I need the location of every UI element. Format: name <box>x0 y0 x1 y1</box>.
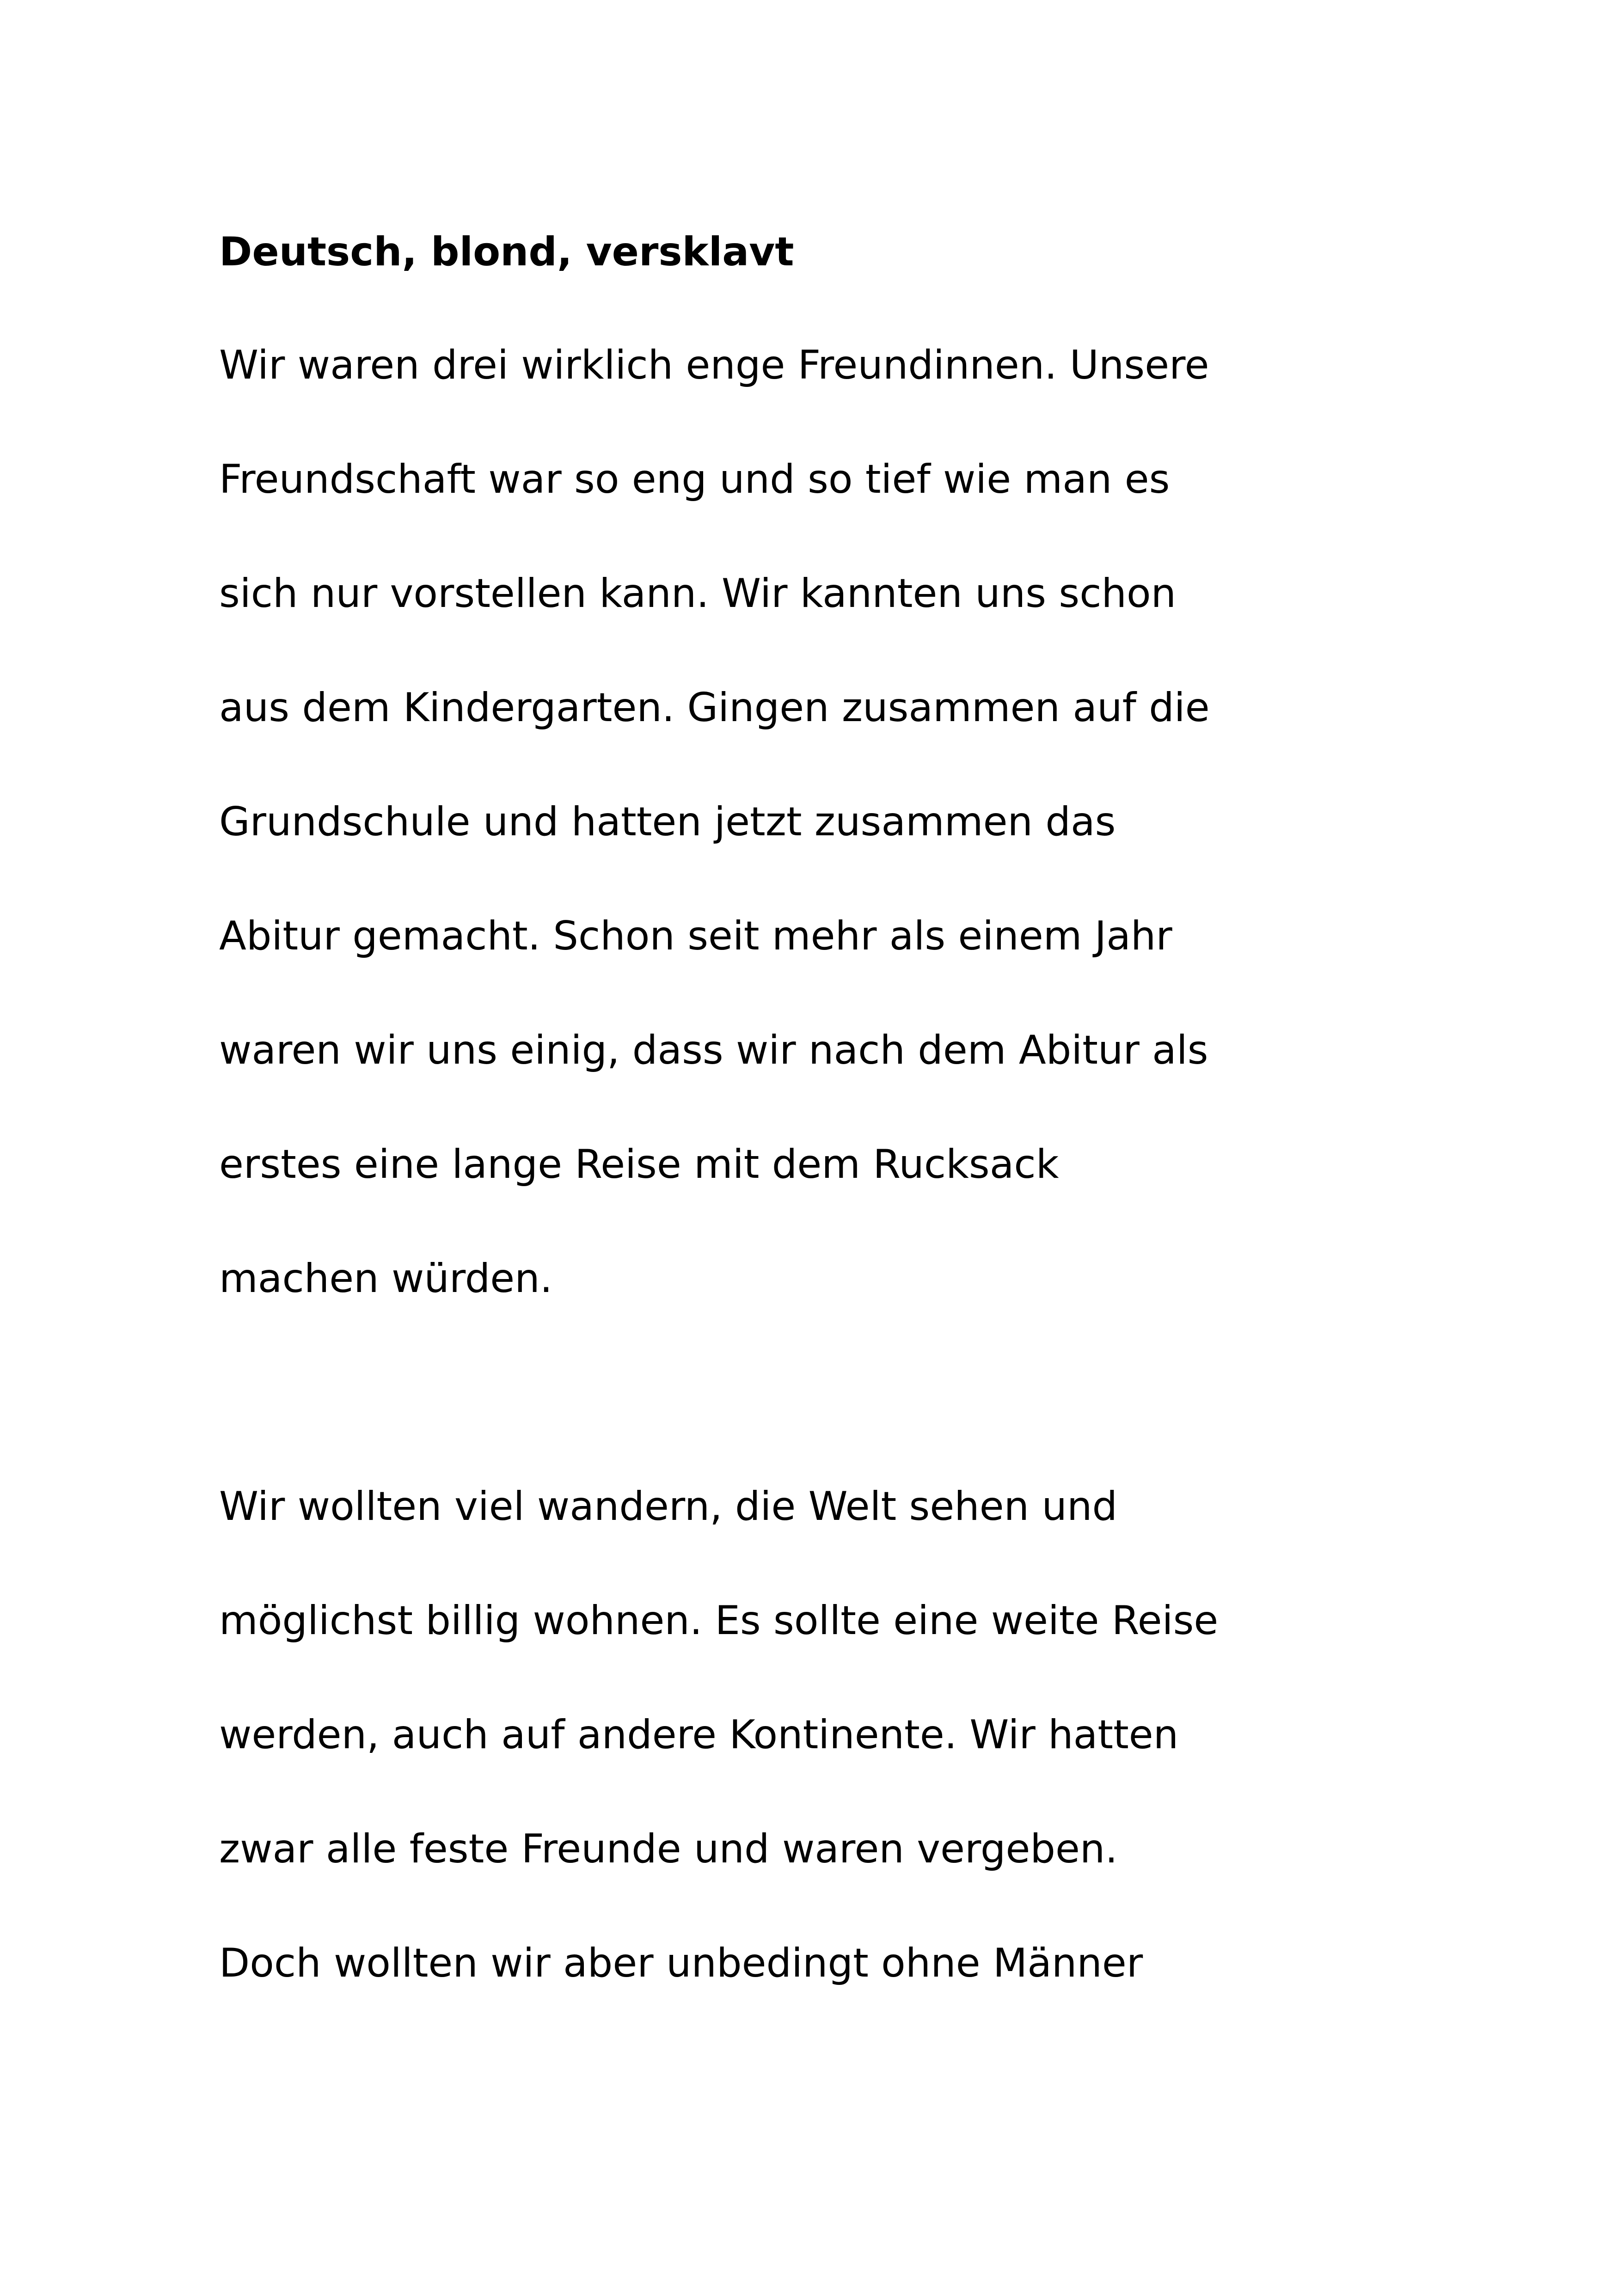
text-line: waren wir uns einig, dass wir nach dem Abitur als <box>219 1027 1208 1073</box>
text-line: machen würden. <box>219 1255 553 1302</box>
document-title: Deutsch, blond, versklavt <box>219 229 794 275</box>
text-line: Wir waren drei wirklich enge Freundinnen. Unsere <box>219 342 1209 388</box>
text-line: möglichst billig wohnen. Es sollte eine weite Reise <box>219 1598 1219 1644</box>
text-line: aus dem Kindergarten. Gingen zusammen auf die <box>219 685 1210 731</box>
text-line: erstes eine lange Reise mit dem Rucksack <box>219 1141 1059 1188</box>
text-line: Grundschule und hatten jetzt zusammen das <box>219 799 1116 845</box>
text-line: Freundschaft war so eng und so tief wie man es <box>219 456 1170 502</box>
text-line: sich nur vorstellen kann. Wir kannten uns schon <box>219 570 1177 617</box>
text-line: zwar alle feste Freunde und waren vergeben. <box>219 1826 1118 1872</box>
text-line: werden, auch auf andere Kontinente. Wir hatten <box>219 1712 1179 1758</box>
text-line: Doch wollten wir aber unbedingt ohne Männer <box>219 1940 1143 1986</box>
text-line: Wir wollten viel wandern, die Welt sehen und <box>219 1483 1118 1530</box>
text-line: Abitur gemacht. Schon seit mehr als einem Jahr <box>219 913 1172 959</box>
